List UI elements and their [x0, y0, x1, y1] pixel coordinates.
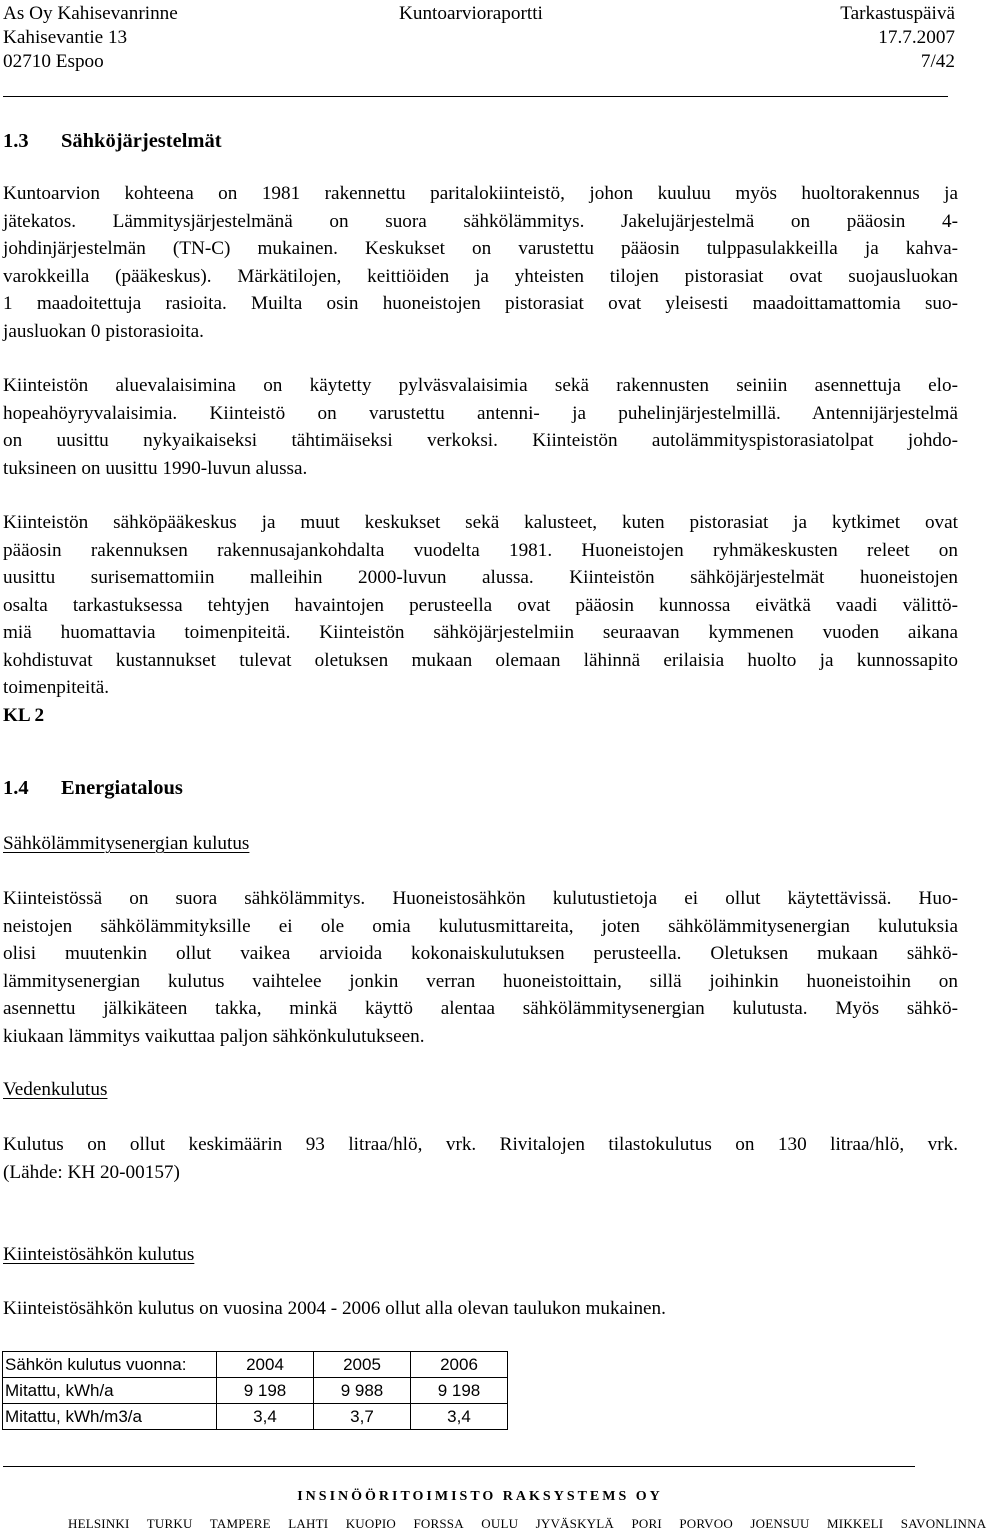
section-number: 1.3	[3, 130, 29, 152]
paragraph-lighting-antenna	[3, 372, 958, 482]
header-divider	[3, 96, 948, 97]
table-cell: 3,4	[411, 1404, 508, 1430]
text-line: neistojen sähkölämmityksille ei ole omia kulutusmittareita, joten sähkölämmitysenergian kulutuksia	[3, 915, 958, 937]
consumption-table	[2, 1351, 508, 1430]
table-cell: Sähkön kulutus vuonna:	[3, 1352, 217, 1378]
paragraph-property-electricity	[3, 1295, 958, 1323]
footer-city: JOENSUU	[750, 1516, 810, 1531]
header-street: Kahisevantie 13	[3, 27, 128, 48]
footer-company: INSINÖÖRITOIMISTO RAKSYSTEMS OY	[297, 1489, 663, 1504]
footer-city: TAMPERE	[209, 1516, 271, 1531]
table-header-row	[3, 1352, 508, 1378]
paragraph-electrical-overview	[3, 180, 958, 345]
table-cell: 9 198	[217, 1378, 314, 1404]
text-line: jätekatos. Lämmitysjärjestelmänä on suora sähkölämmitys. Jakelujärjestelmä on pääosin 4-	[3, 210, 958, 232]
text-line: Kiinteistön sähköpääkeskus ja muut keskukset sekä kalusteet, kuten pistorasiat ja kytkimet ovat	[3, 512, 958, 533]
footer-city: JYVÄSKYLÄ	[535, 1516, 614, 1531]
header-postal: 02710 Espoo	[3, 51, 104, 72]
paragraph-water	[3, 1131, 958, 1186]
section-title: Energiatalous	[61, 777, 183, 799]
section-title: Sähköjärjestelmät	[61, 130, 222, 152]
text-line: kohdistuvat kustannukset tulevat oletuksen mukaan olemaan lähinnä erilaisia huolto ja kunnossapito	[3, 649, 958, 671]
table-cell: 9 198	[411, 1378, 508, 1404]
text-line: 1 maadoitettuja rasioita. Muilta osin huoneistojen pistorasiat ovat yleisesti maadoittamattomia suo-	[3, 293, 958, 314]
paragraph-switchboards	[3, 509, 958, 729]
footer-city: KUOPIO	[345, 1516, 397, 1531]
subheading-heating-energy: Sähkölämmitysenergian kulutus	[3, 833, 250, 854]
text-line: osalta tarkastuksessa tehtyjen havaintojen perusteella ovat pääosin kunnossa eivätkä vaadi välittö-	[3, 594, 958, 616]
table-cell: 2004	[217, 1352, 314, 1378]
footer-city: PORI	[631, 1516, 662, 1531]
text-line: Kuntoarvion kohteena on 1981 rakennettu paritalokiinteistö, johon kuuluu myös huoltorakennus ja	[3, 183, 958, 204]
header-page-number: 7/42	[920, 51, 955, 72]
header-company: As Oy Kahisevanrinne	[3, 3, 178, 24]
table-row	[3, 1404, 508, 1430]
footer-city: FORSSA	[413, 1516, 464, 1531]
subheading-property-electricity: Kiinteistösähkön kulutus	[3, 1244, 195, 1265]
table-cell: 2005	[314, 1352, 411, 1378]
text-line: toimenpiteitä.	[3, 677, 110, 698]
section-number: 1.4	[3, 777, 29, 799]
footer-city: LAHTI	[288, 1516, 329, 1531]
footer-city: OULU	[481, 1516, 519, 1531]
text-line: olisi muutenkin ollut vaikea arvioida kokonaiskulutuksen perusteella. Oletuksen mukaan sähkö-	[3, 943, 958, 964]
header-doc-title: Kuntoarvioraportti	[399, 3, 543, 24]
text-line: kiukaan lämmitys vaikuttaa paljon sähkönkulutukseen.	[3, 1025, 425, 1047]
text-line: jausluokan 0 pistorasioita.	[3, 320, 204, 342]
text-line: Kiinteistösähkön kulutus on vuosina 2004 - 2006 ollut alla olevan taulukon mukainen.	[3, 1298, 666, 1319]
text-line: uusittu surisemattomiin malleihin 2000-luvun alussa. Kiinteistön sähköjärjestelmät huoneistojen	[3, 567, 958, 588]
footer-city: PORVOO	[679, 1516, 733, 1531]
subheading-water: Vedenkulutus	[3, 1079, 108, 1100]
condition-class: KL 2	[3, 704, 45, 726]
text-line: (Lähde: KH 20-00157)	[3, 1161, 180, 1183]
footer-city: TURKU	[146, 1516, 193, 1531]
header-date: 17.7.2007	[878, 27, 955, 48]
text-line: Kulutus on ollut keskimäärin 93 litraa/hlö, vrk. Rivitalojen tilastokulutus on 130 litraa/hlö, vrk.	[3, 1134, 958, 1155]
table-cell: Mitattu, kWh/m3/a	[3, 1404, 217, 1430]
table-cell: 3,4	[217, 1404, 314, 1430]
header-row-2	[3, 24, 955, 51]
text-line: varokkeilla (pääkeskus). Märkätilojen, keittiöiden ja yhteisten tilojen pistorasiat ovat suojausluokan	[3, 265, 958, 287]
header-date-label: Tarkastuspäivä	[840, 3, 955, 24]
paragraph-heating-energy	[3, 885, 958, 1050]
table-cell: 9 988	[314, 1378, 411, 1404]
footer-city: MIKKELI	[827, 1516, 884, 1531]
text-line: johdinjärjestelmän (TN-C) mukainen. Keskukset on varustettu pääosin tulppasulakkeilla ja kahva-	[3, 238, 958, 259]
table-cell: Mitattu, kWh/a	[3, 1378, 217, 1404]
section-heading-1-3	[3, 128, 222, 156]
text-line: on uusittu nykyaikaiseksi tähtimäiseksi verkoksi. Kiinteistön autolämmityspistorasiatolpat johdo-	[3, 430, 958, 451]
footer-city: HELSINKI	[68, 1516, 130, 1531]
text-line: Kiinteistön aluevalaisimina on käytetty pylväsvalaisimia sekä rakennusten seiniin asennettuja elo-	[3, 375, 958, 396]
header-row-1	[3, 0, 955, 27]
text-line: Kiinteistössä on suora sähkölämmitys. Huoneistosähkön kulutustietoja ei ollut käytettävissä. Huo-	[3, 888, 958, 909]
text-line: tuksineen on uusittu 1990-luvun alussa.	[3, 457, 308, 479]
table-row	[3, 1378, 508, 1404]
table-cell: 3,7	[314, 1404, 411, 1430]
text-line: hopeahöyryvalaisimia. Kiinteistö on varustettu antenni- ja puhelinjärjestelmillä. Antennijärjestelmä	[3, 402, 958, 424]
footer-divider	[3, 1466, 915, 1467]
text-line: pääosin rakennuksen rakennusajankohdalta vuodelta 1981. Huoneistojen ryhmäkeskusten releet on	[3, 539, 958, 561]
section-heading-1-4	[3, 775, 183, 803]
footer-city: SAVONLINNA	[900, 1516, 987, 1531]
text-line: asennettu jälkikäteen takka, minkä käyttö alentaa sähkölämmitysenergian kulutusta. Myös sähkö-	[3, 998, 958, 1019]
table-cell: 2006	[411, 1352, 508, 1378]
text-line: lämmitysenergian kulutus vaihtelee jonkin verran huoneistoittain, sillä joihinkin huoneistoihin on	[3, 970, 958, 992]
footer-cities	[68, 1510, 1000, 1538]
text-line: miä huomattavia toimenpiteitä. Kiinteistön sähköjärjestelmiin seuraavan kymmenen vuoden aikana	[3, 622, 958, 643]
header-row-3	[3, 48, 955, 75]
